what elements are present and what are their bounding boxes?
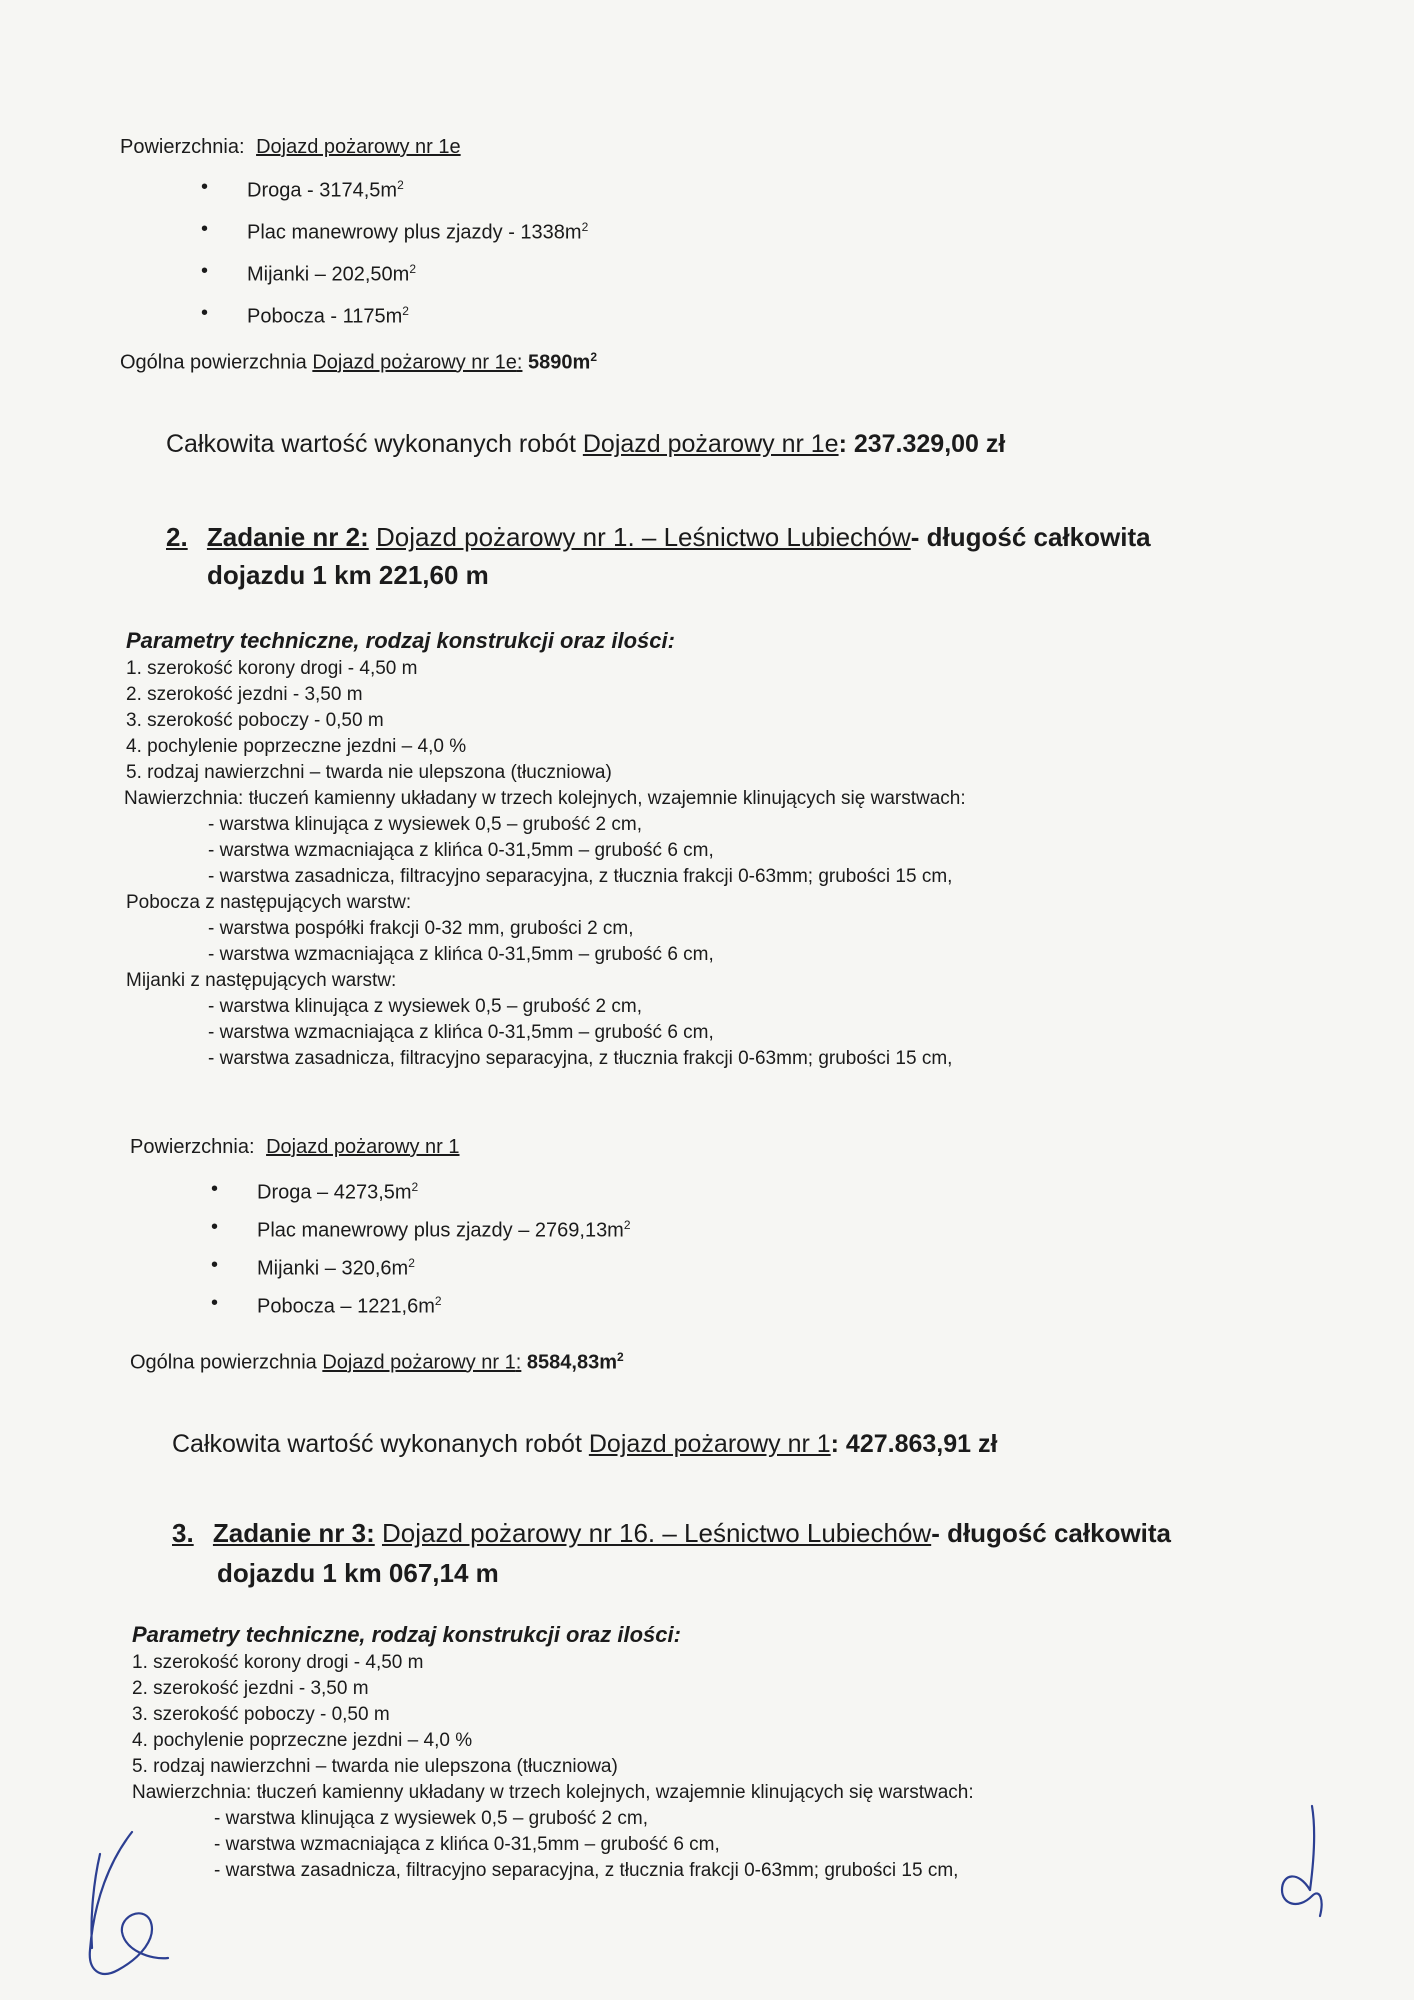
nawierzchnia-label: Nawierzchnia: tłuczeń kamienny układany w trzech kolejnych, wzajemnie klinujących się warstwach:	[124, 788, 966, 809]
list-item: • Plac manewrowy plus zjazdy - $1338m^2$	[247, 220, 588, 262]
layer-item: - warstwa wzmacniająca z klińca 0-31,5mm – grubość 6 cm,	[208, 944, 714, 965]
pobocza-label: Pobocza z następujących warstw:	[126, 892, 412, 913]
task-length-value: dojazdu 1 km 221,60 m	[207, 560, 489, 590]
value-name: Dojazd pożarowy nr 1e	[582, 430, 839, 458]
surface-label: Powierzchnia:	[120, 136, 245, 158]
total-value-1e	[166, 430, 1005, 459]
value-name: Dojazd pożarowy nr 1	[588, 1430, 831, 1458]
surface-heading-1	[130, 1136, 460, 1159]
layer-item: - warstwa klinująca z wysiewek 0,5 – grubość 2 cm,	[208, 814, 642, 835]
total-value-1	[172, 1430, 997, 1459]
param-item: 3. szerokość poboczy - 0,50 m	[132, 1704, 390, 1725]
list-item: • Droga - $3174,5m^2$	[247, 178, 588, 220]
layer-item: - warstwa wzmacniająca z klińca 0-31,5mm – grubość 6 cm,	[214, 1834, 720, 1855]
total-label: Ogólna powierzchnia	[120, 351, 307, 374]
total-label: Ogólna powierzchnia	[130, 1351, 317, 1374]
param-item: 5. rodzaj nawierzchni – twarda nie ulepszona (tłuczniowa)	[126, 762, 612, 783]
task-number: 3.	[172, 1518, 194, 1548]
value-amount: : 427.863,91 zł	[830, 1430, 998, 1458]
total-value: 8584,83m	[526, 1351, 617, 1374]
list-item: • Pobocza – $1221,6m^2$	[257, 1294, 631, 1332]
total-name: Dojazd pożarowy nr 1e	[312, 351, 517, 374]
param-item: 4. pochylenie poprzeczne jezdni – 4,0 %	[132, 1730, 473, 1751]
list-item: • Pobocza - $1175m^2$	[247, 304, 588, 346]
total-name: Dojazd pożarowy nr 1	[322, 1351, 516, 1374]
task-label: Zadanie nr 3:	[212, 1518, 375, 1548]
handwritten-initial-right	[1268, 1800, 1338, 1920]
nawierzchnia-label: Nawierzchnia: tłuczeń kamienny układany w trzech kolejnych, wzajemnie klinujących się warstwach:	[132, 1782, 974, 1803]
layer-item: - warstwa wzmacniająca z klińca 0-31,5mm – grubość 6 cm,	[208, 1022, 714, 1043]
surface-list-1e	[247, 178, 588, 346]
total-value: 5890m	[528, 351, 591, 374]
task-road: Dojazd pożarowy nr 1. – Leśnictwo Lubiechów	[375, 522, 911, 552]
layer-item: - warstwa zasadnicza, filtracyjno separacyjna, z tłucznia frakcji 0-63mm; grubości 15 cm,	[208, 1048, 953, 1069]
list-item: • Mijanki – $202,50m^2$	[247, 262, 588, 304]
params-list-3	[132, 1650, 974, 1884]
params-title: Parametry techniczne, rodzaj konstrukcji oraz ilości:	[126, 628, 675, 653]
layer-item: - warstwa pospółki frakcji 0-32 mm, grubości 2 cm,	[208, 918, 634, 939]
params-title: Parametry techniczne, rodzaj konstrukcji oraz ilości:	[132, 1622, 681, 1647]
params-list-2	[126, 656, 966, 1072]
layer-item: - warstwa zasadnicza, filtracyjno separacyjna, z tłucznia frakcji 0-63mm; grubości 15 cm,	[214, 1860, 959, 1881]
total-area-1e: Ogólna powierzchnia Dojazd pożarowy nr 1e: $5890m^2$	[120, 350, 597, 374]
task-road: Dojazd pożarowy nr 16. – Leśnictwo Lubiechów	[381, 1518, 932, 1548]
value-label: Całkowita wartość wykonanych robót	[166, 430, 576, 458]
mijanki-label: Mijanki z następujących warstw:	[126, 970, 397, 991]
surface-name: Dojazd pożarowy nr 1e	[256, 136, 461, 158]
task-length: - długość całkowita	[910, 522, 1151, 552]
surface-heading-1e	[120, 136, 461, 159]
list-item: • Mijanki – $320,6m^2$	[257, 1256, 631, 1294]
surface-name: Dojazd pożarowy nr 1	[266, 1136, 460, 1158]
param-item: 2. szerokość jezdni - 3,50 m	[126, 684, 363, 705]
surface-list-1	[257, 1180, 631, 1332]
param-item: 1. szerokość korony drogi - 4,50 m	[126, 658, 418, 679]
task-3-heading	[172, 1518, 1171, 1549]
value-amount: : 237.329,00 zł	[838, 430, 1006, 458]
task-length: - długość całkowita	[931, 1518, 1172, 1548]
task-label: Zadanie nr 2:	[206, 522, 369, 552]
task-length-value: dojazdu 1 km 067,14 m	[217, 1558, 499, 1588]
param-item: 5. rodzaj nawierzchni – twarda nie ulepszona (tłuczniowa)	[132, 1756, 618, 1777]
param-item: 2. szerokość jezdni - 3,50 m	[132, 1678, 369, 1699]
layer-item: - warstwa klinująca z wysiewek 0,5 – grubość 2 cm,	[214, 1808, 648, 1829]
list-item: • Droga – $4273,5m^2$	[257, 1180, 631, 1218]
param-item: 4. pochylenie poprzeczne jezdni – 4,0 %	[126, 736, 467, 757]
surface-label: Powierzchnia:	[130, 1136, 255, 1158]
handwritten-initial-left	[70, 1820, 180, 1990]
value-label: Całkowita wartość wykonanych robót	[172, 1430, 582, 1458]
param-item: 3. szerokość poboczy - 0,50 m	[126, 710, 384, 731]
param-item: 1. szerokość korony drogi - 4,50 m	[132, 1652, 424, 1673]
task-number: 2.	[166, 522, 188, 552]
list-item: • Plac manewrowy plus zjazdy – $2769,13m^2$	[257, 1218, 631, 1256]
layer-item: - warstwa zasadnicza, filtracyjno separacyjna, z tłucznia frakcji 0-63mm; grubości 15 cm,	[208, 866, 953, 887]
task-2-heading	[166, 522, 1151, 553]
layer-item: - warstwa wzmacniająca z klińca 0-31,5mm – grubość 6 cm,	[208, 840, 714, 861]
layer-item: - warstwa klinująca z wysiewek 0,5 – grubość 2 cm,	[208, 996, 642, 1017]
total-area-1: Ogólna powierzchnia Dojazd pożarowy nr 1: $8584,83m^2$	[130, 1350, 624, 1374]
